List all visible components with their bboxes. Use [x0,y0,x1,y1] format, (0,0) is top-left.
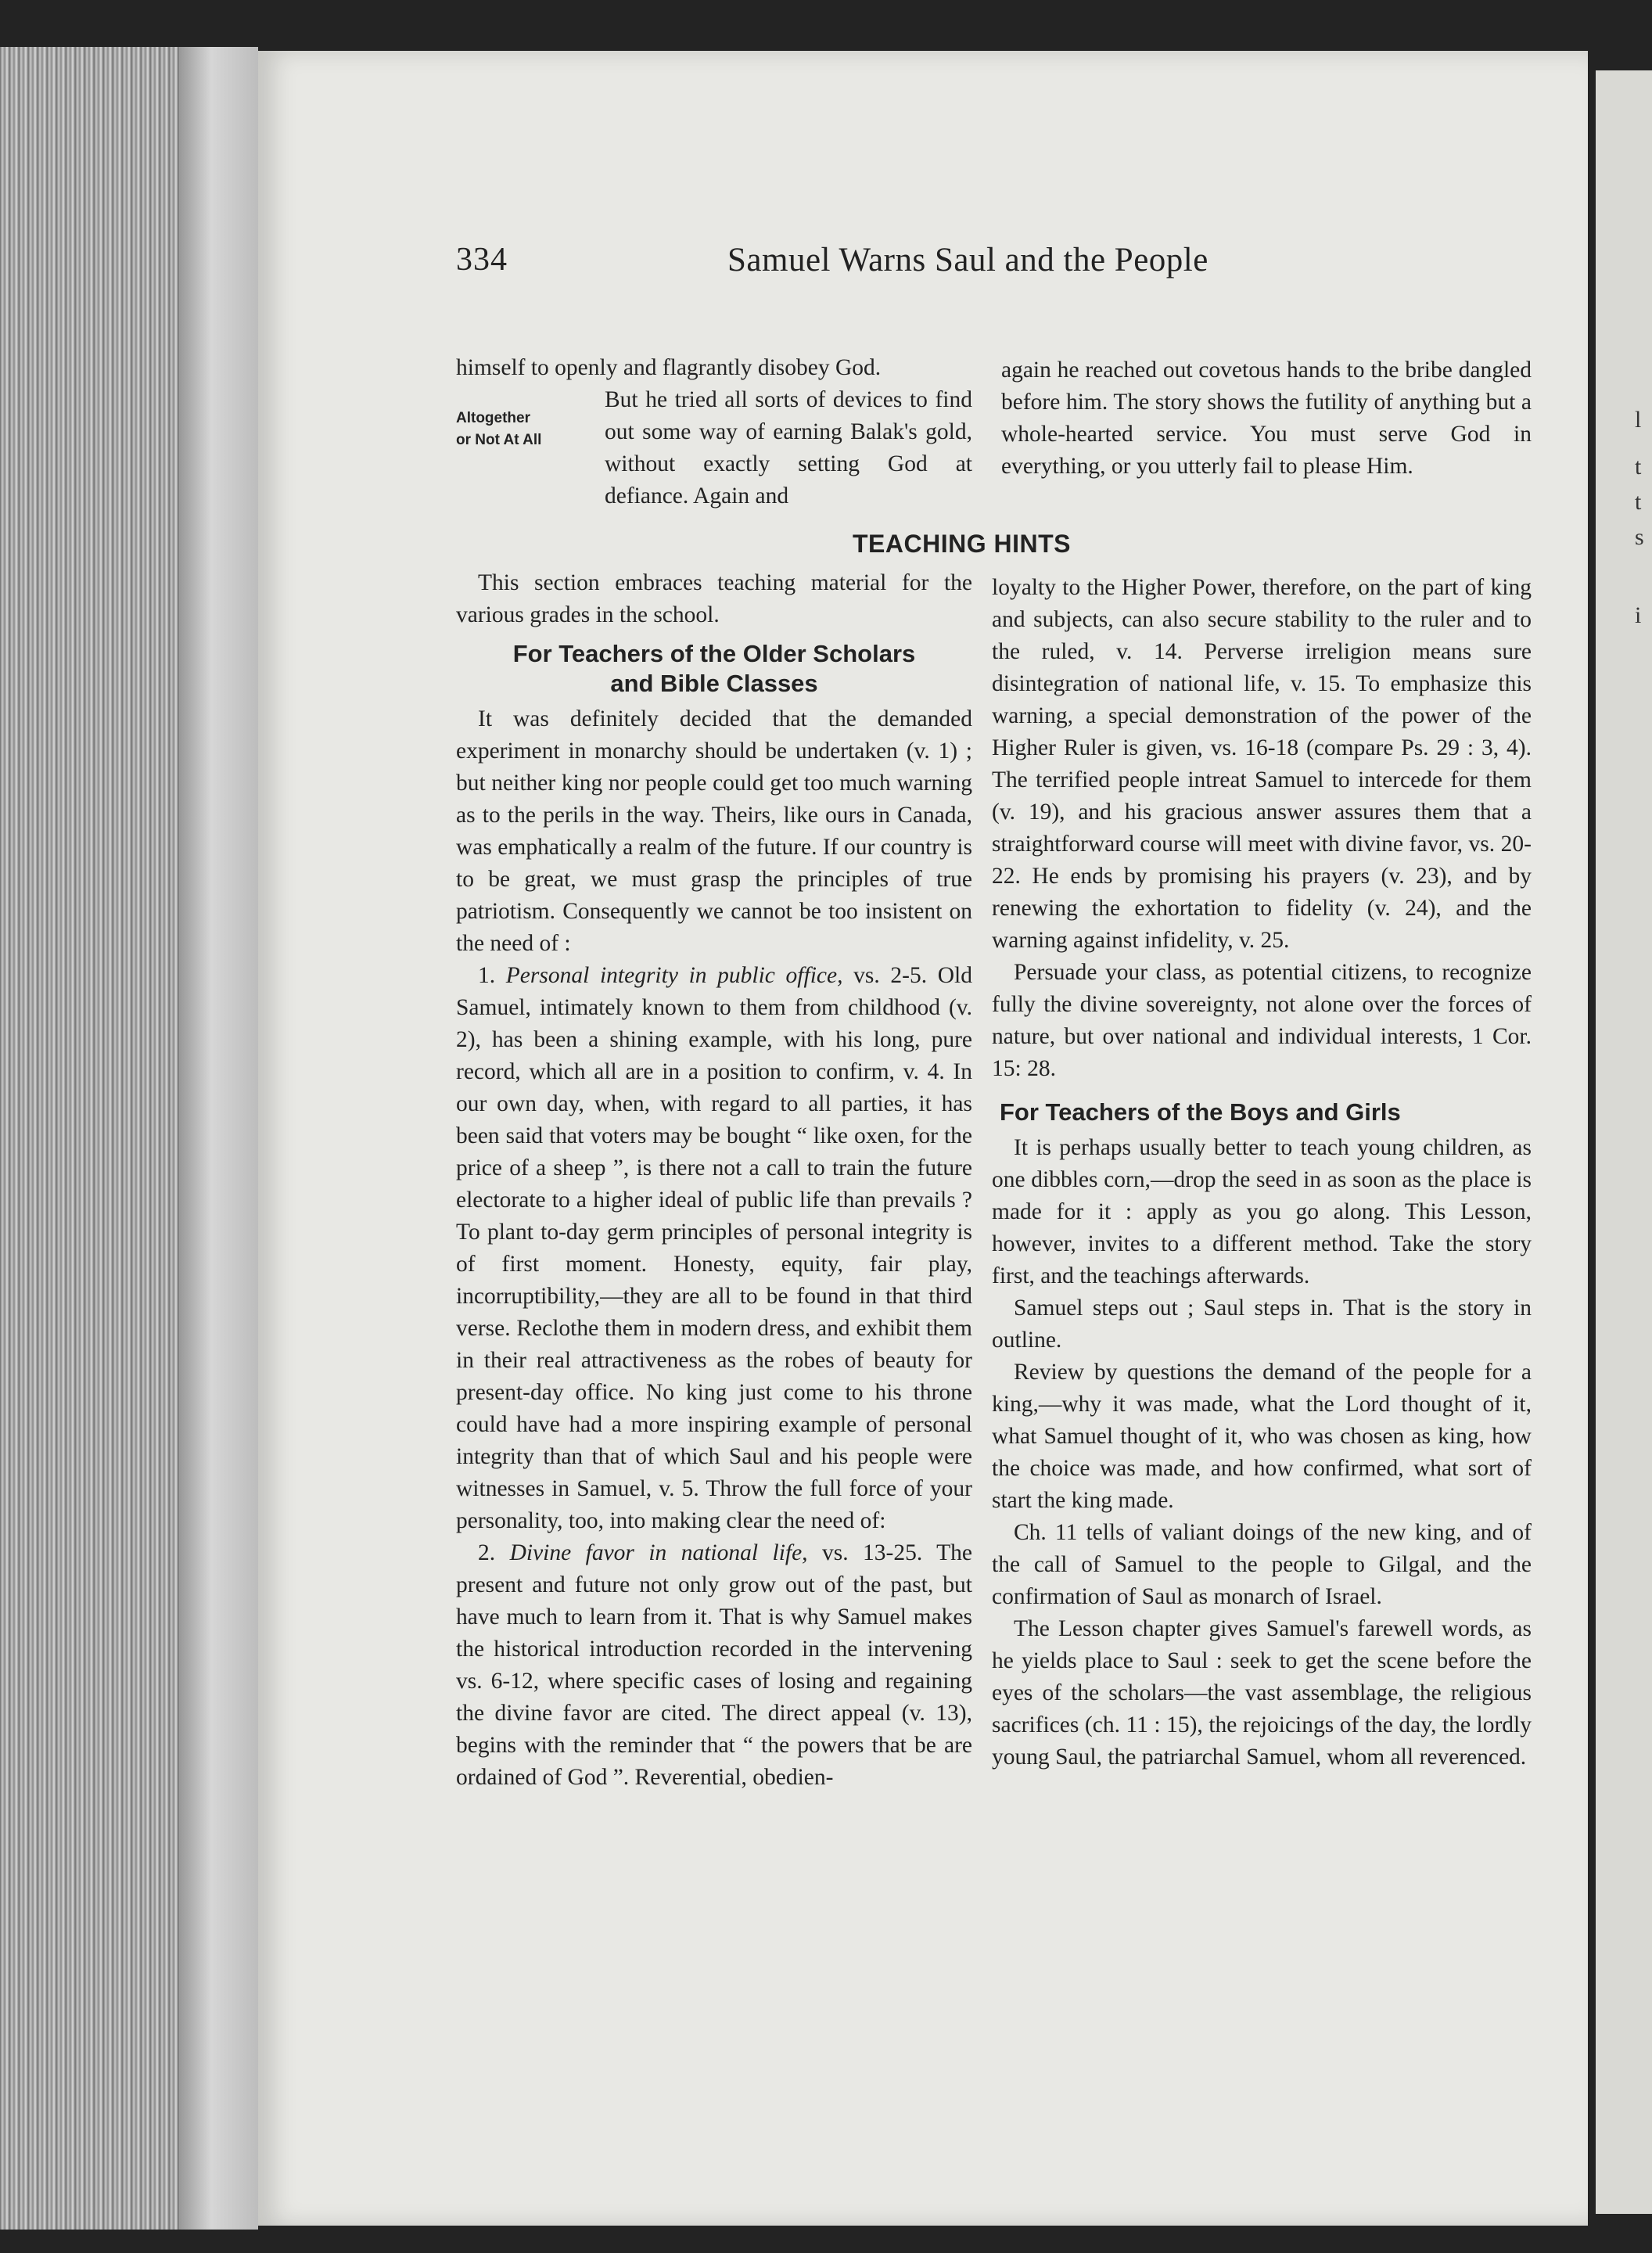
left-column [456,567,972,1794]
right-column [992,572,1532,1773]
list-number: 2. [478,1540,510,1565]
section-heading: TEACHING HINTS [853,530,1071,558]
list-number: 1. [478,963,506,988]
sidenote-line: or Not At All [456,432,542,448]
paragraph: Review by questions the demand of the people for a king,—why it was made, what the Lord thought of it, what Samuel thought of it, who was chosen as king, how the choice was made, and how confirmed, what sort of start the king made. [992,1360,1532,1513]
paragraph: It is perhaps usually better to teach young children, as one dibbles corn,—drop the seed in as soon as the place is made for it : apply as you go along. This Lesson, however, invites to a different method. Take the story first, and the teachings afterwards. [992,1135,1532,1288]
adjacent-page-fragment: s [1635,524,1644,550]
emphasis: Personal integrity in public office, [505,963,843,988]
paragraph [456,1537,972,1794]
paragraph-text: vs. 13-25. The present and future not only grow out of the past, but have much to learn from it. That is why Samuel makes the historical introduction recorded in the intervening vs. 6-12, where specific cases of losing and regaining the divine favor are cited. The direct appeal (v. 13), begins with the reminder that “ the powers that be are ordained of God ”. Reverential, obedien- [456,1540,973,1790]
subheading-boys-girls: For Teachers of the Boys and Girls [1000,1098,1401,1126]
subheading-line: For Teachers of the Older Scholars [512,640,916,667]
adjacent-page-edge [1596,70,1652,2214]
paragraph: Samuel steps out ; Saul steps in. That is the story in outline. [992,1295,1532,1353]
paragraph-text: vs. 2-5. Old Samuel, intimately known to them from childhood (v. 2), has been a shining example, with his long, pure record, which all are in a position to confirm, v. 4. In our own day, when, with regard to all parties, it has been said that voters may be bought “ like oxen, for the price of a sheep ”, is there not a call to train the future electorate to a higher ideal of public life than prevails ? To plant to-day germ principles of personal integrity is of first moment. Honesty, equity, fair play, incorruptibility,—they are all to be found in that third verse. Reclothe them in modern dress, and exhibit them in their real attractiveness as the robes of beauty for present-day office. No king just come to his throne could have had a more inspiring example of personal integrity than that of which Saul and his people were witnesses in Samuel, v. 5. Throw the full force of your personality, too, into making clear the need of: [456,963,972,1533]
top-left-text [456,352,972,525]
running-title: Samuel Warns Saul and the People [727,242,1208,278]
paragraph: The Lesson chapter gives Samuel's farewell words, as he yields place to Saul : seek to get the scene before the eyes of the scholars—the vast assemblage, the religious sacrifices (ch. 11 : 15), the rejoicings of the day, the lordly young Saul, the patriarchal Samuel, whom all reverenced. [992,1616,1532,1770]
adjacent-page-fragment: t [1635,489,1642,515]
book-page [258,51,1588,2226]
paragraph: Persuade your class, as potential citizens, to recognize fully the divine sovereignty, not alone over the forces of nature, but over national and individual interests, 1 Cor. 15: 28. [992,960,1532,1081]
book-page-edges [0,47,258,2230]
emphasis: Divine favor in national life, [509,1540,808,1565]
sidenote-line: Altogether [456,410,530,426]
margin-sidenote [456,408,605,525]
paragraph: It was definitely decided that the demanded experiment in monarchy should be undertaken (v. 1) ; but neither king nor people could get too much warning as to the perils in the way. Theirs, like ours in Canada, was emphatically a realm of the future. If our country is to be great, we must grasp the principles of true patriotism. Consequently we cannot be too insistent on the need of : [456,706,972,956]
paragraph: again he reached out covetous hands to the bribe dangled before him. The story shows the futility of anything but a whole-hearted service. You must serve God in everything, or you utterly fail to please Him. [1001,358,1532,479]
paragraph [456,960,972,1537]
adjacent-page-fragment: l [1635,407,1642,433]
adjacent-page-fragment: i [1635,602,1642,628]
paragraph: But he tried all sorts of devices to find out some way of earning Balak's gold, without exactly setting God at defiance. Again and [605,387,972,508]
paragraph: Ch. 11 tells of valiant doings of the new king, and of the call of Samuel to the people to Gilgal, and the confirmation of Saul as monarch of Israel. [992,1520,1532,1609]
text-line: himself to openly and flagrantly disobey God. [456,355,882,380]
paragraph: loyalty to the Higher Power, therefore, on the part of king and subjects, can also secure stability to the ruler and to the ruled, v. 14. Perverse irreligion means sure disintegration of national life, v. 15. To emphasize this warning, a special demonstration of the power of the Higher Ruler is given, vs. 16-18 (compare Ps. 29 : 3, 4). The terrified people intreat Samuel to intercede for them (v. 19), and his gracious answer assures them that a straightforward course will meet with divine favor, vs. 20-22. He ends by promising his prayers (v. 23), and by renewing the exhortation to fidelity (v. 24), and the warning against infidelity, v. 25. [992,575,1532,953]
subheading-line: and Bible Classes [610,670,818,697]
adjacent-page-fragment: t [1635,454,1642,480]
page-number: 334 [456,242,508,278]
subheading-older-scholars [456,639,972,699]
top-right-text [1001,354,1532,483]
paragraph: This section embraces teaching material for the various grades in the school. [456,570,972,627]
